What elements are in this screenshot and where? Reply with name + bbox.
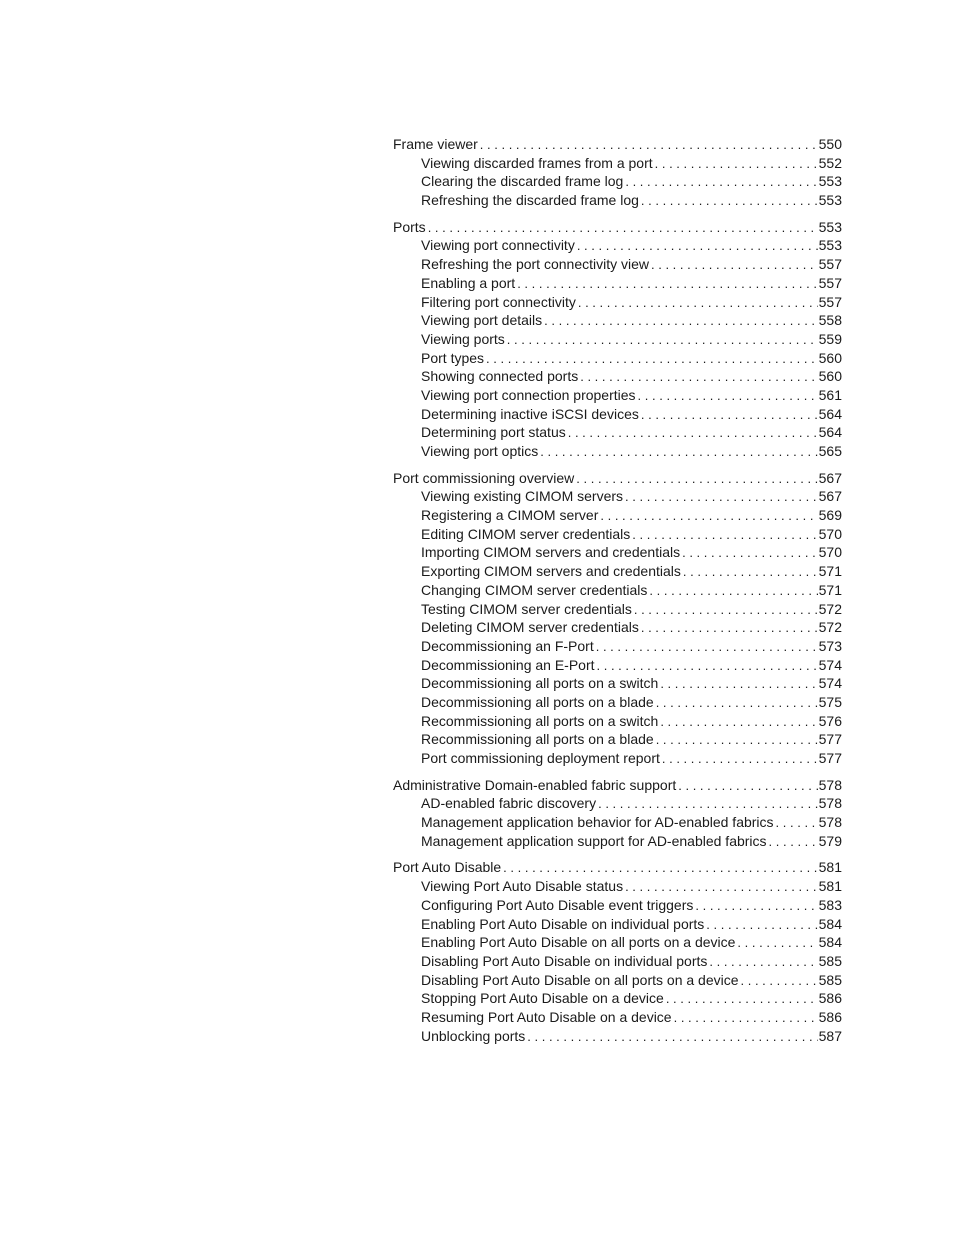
- toc-subentry[interactable]: [393, 562, 842, 581]
- toc-subentry[interactable]: [393, 191, 842, 210]
- toc-page-number: 559: [818, 330, 842, 347]
- dot-leader: [656, 694, 818, 712]
- toc-page-number: 570: [818, 544, 842, 561]
- toc-section-heading[interactable]: [393, 218, 842, 237]
- toc-entry-title: Deleting CIMOM server credentials: [421, 619, 639, 636]
- toc-entry-title: Exporting CIMOM servers and credentials: [421, 563, 681, 580]
- dot-leader: [656, 731, 818, 749]
- dot-leader: [660, 675, 817, 693]
- dot-leader: [769, 833, 818, 851]
- toc-subentry[interactable]: [393, 952, 842, 971]
- dot-leader: [544, 312, 817, 330]
- dot-leader: [577, 237, 818, 255]
- toc-entry-title: Management application behavior for AD-enabled fabrics: [421, 814, 774, 831]
- dot-leader: [662, 750, 818, 768]
- toc-entry-title: Showing connected ports: [421, 368, 579, 385]
- toc-entry-title: Decommissioning an E-Port: [421, 656, 595, 673]
- toc-entry-title: Enabling a port: [421, 274, 516, 291]
- toc-subentry[interactable]: [393, 1008, 842, 1027]
- toc-subentry[interactable]: [393, 236, 842, 255]
- toc-subentry[interactable]: [393, 255, 842, 274]
- toc-subentry[interactable]: [393, 506, 842, 525]
- toc-page-number: 581: [818, 878, 842, 895]
- toc-page-number: 572: [818, 600, 842, 617]
- dot-leader: [709, 953, 817, 971]
- toc-subentry[interactable]: [393, 349, 842, 368]
- toc-page-number: 577: [818, 731, 842, 748]
- toc-entry-title: Stopping Port Auto Disable on a device: [421, 990, 664, 1007]
- dot-leader: [578, 294, 818, 312]
- dot-leader: [527, 1028, 817, 1046]
- toc-page-number: 560: [818, 368, 842, 385]
- toc-page-number: 553: [818, 237, 842, 254]
- dot-leader: [737, 934, 817, 952]
- toc-page-number: 572: [818, 619, 842, 636]
- toc-subentry[interactable]: [393, 749, 842, 768]
- toc-subentry[interactable]: [393, 915, 842, 934]
- toc-entry-title: Viewing ports: [421, 330, 505, 347]
- toc-page-number: 579: [818, 832, 842, 849]
- toc-entry-title: Recommissioning all ports on a switch: [421, 712, 659, 729]
- toc-page-number: 578: [818, 814, 842, 831]
- dot-leader: [632, 526, 817, 544]
- toc-entry-title: Viewing port optics: [421, 443, 539, 459]
- dot-leader: [651, 256, 818, 274]
- toc-subentry[interactable]: [393, 1027, 842, 1046]
- dot-leader: [480, 136, 818, 154]
- dot-leader: [598, 795, 818, 813]
- toc-subentry[interactable]: [393, 367, 842, 386]
- toc-page-number: 586: [818, 1008, 842, 1025]
- toc-section: [393, 218, 842, 461]
- toc-entry-title: Viewing existing CIMOM servers: [421, 488, 624, 505]
- toc-entry-title: Port types: [421, 349, 485, 366]
- toc-entry-title: Frame viewer: [393, 136, 478, 152]
- dot-leader: [682, 544, 818, 562]
- dot-leader: [625, 173, 817, 191]
- toc-entry-title: Clearing the discarded frame log: [421, 173, 624, 190]
- dot-leader: [741, 972, 818, 990]
- toc-page-number: 571: [818, 581, 842, 598]
- dot-leader: [641, 192, 818, 210]
- toc-entry-title: Determining port status: [421, 424, 566, 441]
- dot-leader: [641, 619, 818, 637]
- dot-leader: [638, 387, 818, 405]
- toc-entry-title: Resuming Port Auto Disable on a device: [421, 1008, 672, 1025]
- toc-section-heading[interactable]: [393, 469, 842, 488]
- dot-leader: [641, 406, 818, 424]
- toc-entry-title: Administrative Domain-enabled fabric support: [393, 776, 677, 793]
- toc-subentry[interactable]: [393, 543, 842, 562]
- dot-leader: [625, 878, 818, 896]
- toc-page-number: 550: [818, 136, 842, 152]
- toc-subentry[interactable]: [393, 581, 842, 600]
- toc-page-number: 578: [818, 776, 842, 793]
- dot-leader: [695, 897, 817, 915]
- toc-section: [393, 858, 842, 1045]
- toc-page-number: 583: [818, 896, 842, 913]
- toc-entry-title: Refreshing the discarded frame log: [421, 192, 639, 209]
- toc-entry-title: Unblocking ports: [421, 1027, 526, 1044]
- dot-leader: [517, 275, 817, 293]
- toc-page-number: 578: [818, 795, 842, 812]
- toc-subentry[interactable]: [393, 674, 842, 693]
- toc-page-number: 587: [818, 1027, 842, 1044]
- toc-entry-title: Decommissioning all ports on a blade: [421, 693, 654, 710]
- toc-subentry[interactable]: [393, 618, 842, 637]
- toc-section: [393, 135, 842, 210]
- toc-section: [393, 469, 842, 768]
- toc-entry-title: Viewing Port Auto Disable status: [421, 878, 624, 895]
- dot-leader: [660, 713, 817, 731]
- toc-entry-title: Filtering port connectivity: [421, 293, 576, 310]
- toc-entry-title: Testing CIMOM server credentials: [421, 600, 632, 617]
- toc-page-number: 564: [818, 405, 842, 422]
- toc-page-number: 557: [818, 256, 842, 273]
- toc-entry-title: Decommissioning all ports on a switch: [421, 675, 659, 692]
- toc-subentry[interactable]: [393, 172, 842, 191]
- toc-page-number: 560: [818, 349, 842, 366]
- table-of-contents: [393, 135, 842, 1053]
- dot-leader: [776, 814, 818, 832]
- toc-entry-title: Configuring Port Auto Disable event triggers: [421, 896, 694, 913]
- dot-leader: [576, 470, 817, 488]
- toc-section-heading[interactable]: [393, 858, 842, 877]
- toc-subentry[interactable]: [393, 637, 842, 656]
- toc-subentry[interactable]: [393, 423, 842, 442]
- toc-entry-title: Importing CIMOM servers and credentials: [421, 544, 681, 561]
- dot-leader: [580, 368, 817, 386]
- toc-page-number: 574: [818, 675, 842, 692]
- toc-section: [393, 776, 842, 851]
- dot-leader: [540, 443, 817, 461]
- toc-page-number: 558: [818, 312, 842, 329]
- toc-subentry[interactable]: [393, 712, 842, 731]
- toc-subentry[interactable]: [393, 274, 842, 293]
- toc-entry-title: Determining inactive iSCSI devices: [421, 405, 639, 422]
- toc-entry-title: Viewing port details: [421, 312, 543, 329]
- toc-page-number: 575: [818, 693, 842, 710]
- toc-subentry[interactable]: [393, 600, 842, 619]
- toc-page-number: 552: [818, 154, 842, 171]
- toc-page-number: 584: [818, 915, 842, 932]
- toc-subentry[interactable]: [393, 442, 842, 461]
- toc-page-number: 570: [818, 525, 842, 542]
- dot-leader: [600, 507, 817, 525]
- dot-leader: [428, 219, 818, 237]
- toc-subentry[interactable]: [393, 813, 842, 832]
- toc-subentry[interactable]: [393, 730, 842, 749]
- toc-page-number: 574: [818, 656, 842, 673]
- dot-leader: [568, 424, 818, 442]
- toc-entry-title: Decommissioning an F-Port: [421, 637, 594, 654]
- toc-subentry[interactable]: [393, 154, 842, 173]
- dot-leader: [706, 916, 817, 934]
- dot-leader: [503, 859, 817, 877]
- toc-page-number: 573: [818, 637, 842, 654]
- toc-page-number: 581: [818, 859, 842, 876]
- toc-page-number: 553: [818, 192, 842, 209]
- dot-leader: [507, 331, 818, 349]
- toc-subentry[interactable]: [393, 794, 842, 813]
- toc-entry-title: Disabling Port Auto Disable on all ports on a device: [421, 971, 739, 988]
- toc-entry-title: Editing CIMOM server credentials: [421, 525, 631, 542]
- toc-page-number: 567: [818, 469, 842, 486]
- toc-section-heading[interactable]: [393, 776, 842, 795]
- toc-page-number: 553: [818, 173, 842, 190]
- toc-subentry[interactable]: [393, 989, 842, 1008]
- dot-leader: [486, 350, 818, 368]
- toc-subentry[interactable]: [393, 693, 842, 712]
- toc-page-number: 571: [818, 563, 842, 580]
- toc-entry-title: Enabling Port Auto Disable on all ports on a device: [421, 934, 736, 951]
- toc-subentry[interactable]: [393, 405, 842, 424]
- toc-entry-title: Registering a CIMOM server: [421, 507, 599, 524]
- dot-leader: [597, 657, 818, 675]
- toc-subentry[interactable]: [393, 877, 842, 896]
- toc-entry-title: Management application support for AD-enabled fabrics: [421, 832, 767, 849]
- toc-entry-title: Viewing port connection properties: [421, 386, 636, 403]
- dot-leader: [625, 488, 818, 506]
- dot-leader: [683, 563, 818, 581]
- toc-page-number: 564: [818, 424, 842, 441]
- toc-entry-title: AD-enabled fabric discovery: [421, 795, 597, 812]
- toc-page-number: 586: [818, 990, 842, 1007]
- toc-page-number: 577: [818, 750, 842, 766]
- toc-subentry[interactable]: [393, 896, 842, 915]
- toc-page-number: 561: [818, 386, 842, 403]
- toc-page-number: 585: [818, 971, 842, 988]
- toc-page-number: 557: [818, 293, 842, 310]
- toc-entry-title: Viewing discarded frames from a port: [421, 154, 653, 171]
- toc-page-number: 565: [818, 443, 842, 459]
- toc-page-number: 557: [818, 274, 842, 291]
- dot-leader: [655, 155, 818, 173]
- toc-subentry[interactable]: [393, 832, 842, 851]
- toc-entry-title: Enabling Port Auto Disable on individual ports: [421, 915, 705, 932]
- toc-entry-title: Disabling Port Auto Disable on individual ports: [421, 952, 708, 969]
- toc-entry-title: Changing CIMOM server credentials: [421, 581, 648, 598]
- dot-leader: [634, 601, 818, 619]
- toc-section-heading[interactable]: [393, 135, 842, 154]
- toc-entry-title: Viewing port connectivity: [421, 237, 575, 254]
- toc-subentry[interactable]: [393, 386, 842, 405]
- toc-page-number: 585: [818, 952, 842, 969]
- toc-entry-title: Port Auto Disable: [393, 859, 502, 876]
- dot-leader: [678, 777, 817, 795]
- toc-page-number: 584: [818, 934, 842, 951]
- dot-leader: [596, 638, 818, 656]
- toc-subentry[interactable]: [393, 971, 842, 990]
- toc-page-number: 553: [818, 218, 842, 235]
- toc-page-number: 576: [818, 712, 842, 729]
- toc-subentry[interactable]: [393, 933, 842, 952]
- toc-subentry[interactable]: [393, 330, 842, 349]
- toc-page-number: 569: [818, 507, 842, 524]
- toc-subentry[interactable]: [393, 293, 842, 312]
- toc-subentry[interactable]: [393, 487, 842, 506]
- dot-leader: [666, 990, 818, 1008]
- toc-entry-title: Recommissioning all ports on a blade: [421, 731, 654, 748]
- toc-subentry[interactable]: [393, 311, 842, 330]
- toc-entry-title: Port commissioning overview: [393, 469, 575, 486]
- toc-entry-title: Port commissioning deployment report: [421, 750, 660, 766]
- toc-entry-title: Ports: [393, 218, 426, 235]
- toc-subentry[interactable]: [393, 656, 842, 675]
- toc-page-number: 567: [818, 488, 842, 505]
- dot-leader: [674, 1009, 818, 1027]
- toc-subentry[interactable]: [393, 525, 842, 544]
- dot-leader: [649, 582, 817, 600]
- toc-entry-title: Refreshing the port connectivity view: [421, 256, 649, 273]
